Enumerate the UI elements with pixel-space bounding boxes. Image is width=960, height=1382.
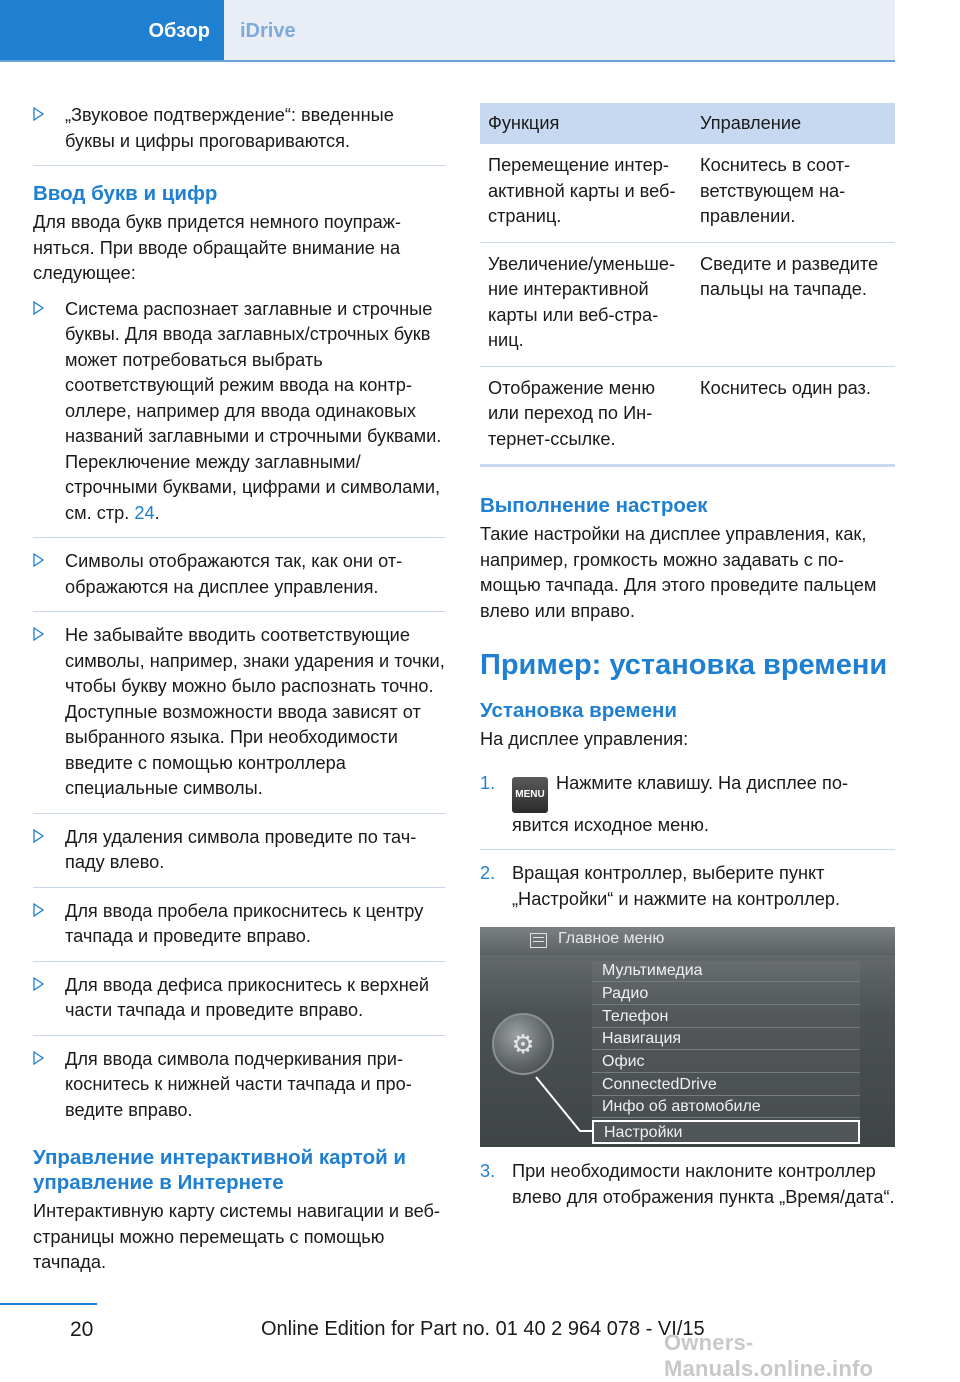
table-cell: Увеличение/уменьшение интерактивной карты или веб-страниц. (480, 242, 692, 366)
triangle-bullet-icon (33, 107, 44, 121)
menu-key-icon: MENU (512, 777, 548, 813)
table-cell: Коснитесь в соответствующем направлении. (692, 144, 895, 242)
page-heading: Пример: установка времени (480, 649, 888, 681)
list-item (480, 861, 895, 923)
watermark: Owners-Manuals.online.info (664, 1330, 874, 1381)
bullet-text: Для ввода дефиса прикоснитесь к верхней части тачпада и проведите вправо. (65, 974, 430, 1020)
section-text: Интерактивную карту системы навигации и веб-страницы можно перемещать с помощью тачпада. (33, 1201, 440, 1272)
gesture-table (480, 103, 895, 467)
table-header: Функция (480, 103, 692, 144)
menu-item-selected[interactable]: Настройки (592, 1120, 860, 1144)
menu-item[interactable]: ConnectedDrive (592, 1074, 860, 1096)
header-rule (0, 60, 895, 62)
triangle-bullet-icon (33, 553, 44, 567)
screen-title: Главное меню (558, 930, 665, 947)
bullet-text: Для ввода символа подчеркивания прикоснитесь к нижней части тачпада и проведите вправо. (65, 1048, 412, 1120)
bullet-text: „Звуковое подтверждение“: введенные буквы и цифры проговариваются. (65, 105, 394, 151)
menu-item[interactable]: Радио (592, 983, 860, 1005)
table-row (480, 144, 895, 242)
bullet-text: Не забывайте вводить соответствующие символы, например, знаки ударения и точки, чтобы букву можно было распознать точно. Доступные возможности ввода зависят от выбранного языка. При необходимости введите с помощью контроллера специальные символы. (65, 625, 445, 798)
gear-icon: ⚙ (511, 1029, 535, 1059)
list-item (33, 103, 445, 166)
menu-item[interactable]: Мультимедиа (592, 960, 860, 982)
section-text: На дисплее управления: (480, 729, 689, 749)
edition-footer: Online Edition for Part no. 01 40 2 964 078 - VI/15 (261, 1318, 705, 1340)
triangle-bullet-icon (33, 301, 44, 315)
table-header: Управление (692, 103, 895, 144)
list-item: Система распознает заглавные и строчные буквы. Для ввода заглавных/строчных букв может потребоваться выбрать соответствующий режим ввода на контроллере, например для ввода одинаковых названий заглавными и строчными буквами. Переключение между заглавными/ строчными буквами, цифрами и символами, см. стр. 24. (33, 297, 445, 539)
section-title: Выполнение настроек (480, 494, 708, 517)
step-text: Нажмите клавишу. На дисплее появится исходное меню. (512, 772, 848, 835)
table-cell: Сведите и разведите пальцы на тачпаде. (692, 242, 895, 366)
step-text: Вращая контроллер, выберите пункт „Настройки“ и нажмите на контроллер. (512, 863, 841, 909)
table-cell: Коснитесь один раз. (692, 366, 895, 466)
idrive-screen (480, 927, 895, 1147)
tab-overview[interactable]: Обзор (0, 0, 224, 62)
list-item (480, 771, 895, 851)
triangle-bullet-icon (33, 1051, 44, 1065)
menu-item[interactable]: Инфо об автомобиле (592, 1096, 860, 1118)
list-item (33, 825, 445, 888)
triangle-bullet-icon (33, 627, 44, 641)
step-number: 2. (480, 863, 496, 883)
triangle-bullet-icon (33, 903, 44, 917)
table-row (480, 242, 895, 366)
step-text: При необходимости наклоните контроллер влево для отображения пункта „Время/дата“. (512, 1161, 895, 1207)
triangle-bullet-icon (33, 829, 44, 843)
step-number: 1. (480, 772, 496, 793)
section-title: Установка времени (480, 699, 677, 722)
bullet-text: Для удаления символа проведите по тачпаду влево. (65, 826, 417, 872)
step-number: 3. (480, 1161, 496, 1181)
section-text: Для ввода букв придется немного поупражняться. При вводе обращайте внимание на следующее: (33, 212, 401, 283)
page-number-rule (0, 1303, 97, 1305)
bullet-text: Система распознает заглавные и строчные буквы. Для ввода заглавных/строчных букв может потребоваться выбрать соответствующий режим ввода на контроллере, например для ввода одинаковых названий заглавными и строчными буквами. Переключение между заглавными/ строчными буквами, цифрами и символами, см. стр. (65, 298, 442, 523)
tab-idrive[interactable]: iDrive (224, 0, 895, 62)
list-item (480, 1159, 895, 1221)
section-title: Ввод букв и цифр (33, 182, 218, 205)
page-link[interactable]: 24 (134, 502, 155, 523)
table-row (480, 366, 895, 466)
list-item (33, 623, 445, 814)
triangle-bullet-icon (33, 977, 44, 991)
menu-item[interactable]: Навигация (592, 1028, 860, 1050)
bullet-text: Символы отображаются так, как они отображаются на дисплее управления. (65, 551, 403, 597)
bullet-text: Для ввода пробела прикоснитесь к центру тачпада и проведите вправо. (65, 900, 424, 946)
header (0, 0, 960, 62)
left-column (33, 103, 445, 1276)
table-cell: Отображение меню или переход по Интернет-ссылке. (480, 366, 692, 466)
section-title: Управление интерактивной картой и управление в Интернете (33, 1146, 407, 1194)
page-number: 20 (70, 1318, 94, 1341)
list-item (33, 899, 445, 962)
menu-item[interactable]: Офис (592, 1051, 860, 1073)
list-item (33, 1047, 445, 1135)
section-text: Такие настройки на дисплее управления, как, например, громкость можно задавать с помощью тачпада. Для этого проведите пальцем влево или вправо. (480, 524, 877, 621)
table-cell: Перемещение интерактивной карты и веб-страниц. (480, 144, 692, 242)
list-item (33, 973, 445, 1036)
list-item (33, 549, 445, 612)
menu-item[interactable]: Телефон (592, 1006, 860, 1028)
right-column (480, 103, 895, 1232)
